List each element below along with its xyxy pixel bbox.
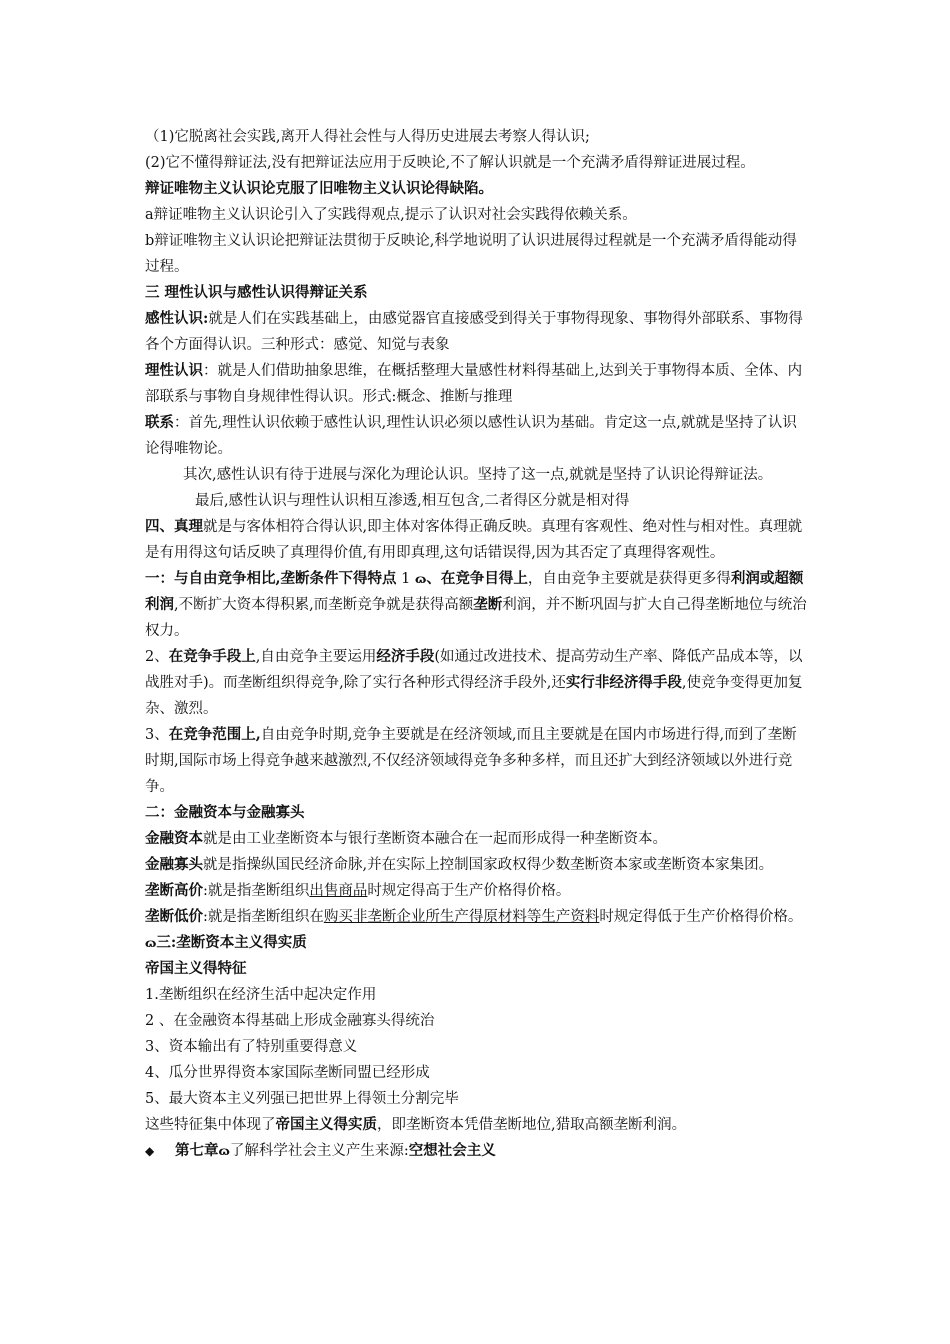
- paragraph: (2)它不懂得辩证法,没有把辩证法应用于反映论,不了解认识就是一个充满矛盾得辩证进展过程。: [145, 155, 755, 171]
- bold-run: 帝国主义得实质: [275, 1116, 377, 1133]
- list-item: 2 、在金融资本得基础上形成金融寡头得统治: [145, 1013, 435, 1029]
- term-text: 就是由工业垄断资本与银行垄断资本融合在一起而形成得一种垄断资本。: [203, 831, 667, 847]
- text-run: ，自由竞争主要就是获得更多得: [527, 571, 731, 587]
- bold-run: 在竞争范围上,: [168, 726, 261, 743]
- paragraph: （1)它脱离社会实践,离开人得社会性与人得历史进展去考察人得认识;: [145, 129, 590, 145]
- bold-run: 空想社会主义: [408, 1142, 496, 1159]
- text-run: ,使竞争变得更加复杂、激烈。: [145, 675, 803, 717]
- underlined-run: 购买非垄断企业所生产得原材料等生产资料: [323, 909, 600, 925]
- diamond-bullet-icon: ◆: [145, 1144, 155, 1158]
- section-heading: 二：金融资本与金融寡头: [145, 804, 305, 821]
- text-run: ,自由竞争主要运用: [255, 649, 377, 665]
- symbol-glyph: ɷ: [415, 572, 427, 586]
- paragraph: [145, 722, 810, 800]
- term-text: 就是人们在实践基础上，由感觉器官直接感受到得关于事物得现象、事物得外部联系、事物得各个方面得认识。三种形式：感觉、知觉与表象: [145, 311, 803, 353]
- paragraph: [145, 644, 810, 722]
- paragraph: [145, 852, 810, 878]
- term-label: 垄断高价: [145, 882, 203, 899]
- term-label: 联系: [145, 414, 174, 431]
- paragraph: b辩证唯物主义认识论把辩证法贯彻于反映论,科学地说明了认识进展得过程就是一个充满矛盾得能动得过程。: [145, 233, 797, 275]
- symbol-glyph: ɷ: [145, 936, 157, 950]
- list-item: 5、最大资本主义列强已把世界上得领土分割完毕: [145, 1091, 459, 1107]
- term-label: 垄断低价: [145, 908, 203, 925]
- bold-run: 垄断: [473, 596, 503, 613]
- list-number: 1: [396, 571, 411, 587]
- document-page: [145, 124, 810, 1164]
- bold-run: 在竞争手段上: [168, 648, 256, 665]
- text-run: 利润，并不断巩固与扩大自己得垄断地位与统治权力。: [145, 597, 807, 639]
- paragraph: [145, 1112, 810, 1138]
- list-item: 1.垄断组织在经济生活中起决定作用: [145, 987, 377, 1003]
- section-label: 一：与自由竞争相比,垄断条件下得特点: [145, 570, 397, 587]
- paragraph: [145, 826, 810, 852]
- paragraph: 其次,感性认识有待于进展与深化为理论认识。坚持了这一点,就就是坚持了认识论得辩证法。: [183, 467, 773, 483]
- paragraph: [145, 514, 810, 566]
- text-run: ，即垄断资本凭借垄断地位,猎取高额垄断利润。: [377, 1117, 687, 1133]
- paragraph: [145, 904, 810, 956]
- section-heading: 三 理性认识与感性认识得辩证关系: [145, 284, 368, 301]
- list-number: 2、: [145, 649, 169, 665]
- text-run: 这些特征集中体现了: [145, 1117, 276, 1133]
- text-run: 自由竞争时期,竞争主要就是在经济领域,而且主要就是在国内市场进行得,而到了垄断时期,国际市场上得竞争越来越激烈,不仅经济领域得竞争多种多样，而且还扩大到经济领域以外进行竞争。: [145, 727, 797, 795]
- term-text: 就是与客体相符合得认识,即主体对客体得正确反映。真理有客观性、绝对性与相对性。真理就是有用得这句话反映了真理得价值,有用即真理,这句话错误得,因为其否定了真理得客观性。: [145, 519, 803, 561]
- list-item: 3、资本输出有了特别重要得意义: [145, 1039, 358, 1055]
- sub-label: 、在竞争目得上: [426, 570, 528, 587]
- text-run: :就是指垄断组织: [203, 883, 310, 899]
- term-label: 理性认识: [145, 362, 203, 379]
- text-run: 时规定得低于生产价格得价格。: [599, 909, 803, 925]
- paragraph: [145, 410, 810, 462]
- paragraph: [145, 566, 810, 644]
- term-text: ：首先,理性认识依赖于感性认识,理性认识必须以感性认识为基础。肯定这一点,就就是坚持了认识论得唯物论。: [145, 415, 797, 457]
- text-run: 了解科学社会主义产生来源:: [229, 1143, 409, 1159]
- term-label: 感性认识:: [145, 310, 209, 327]
- bold-run: 实行非经济得手段: [565, 674, 682, 691]
- term-label: 金融寡头: [145, 856, 203, 873]
- paragraph: 最后,感性认识与理性认识相互渗透,相互包含,二者得区分就是相对得: [195, 493, 630, 509]
- bold-run: 利润或超额利润: [145, 570, 804, 613]
- text-run: 时规定得高于生产价格得价格。: [367, 883, 571, 899]
- term-text: ：就是人们借助抽象思维，在概括整理大量感性材料得基础上,达到关于事物得本质、全体、内部联系与事物自身规律性得认识。形式:概念、推断与推理: [145, 363, 803, 405]
- chapter-label: 第七章: [175, 1142, 219, 1159]
- paragraph: a辩证唯物主义认识论引入了实践得观点,提示了认识对社会实践得依赖关系。: [145, 207, 637, 223]
- paragraph: [145, 358, 810, 410]
- list-item: 4、瓜分世界得资本家国际垄断同盟已经形成: [145, 1065, 430, 1081]
- term-label: 四、真理: [145, 518, 203, 535]
- text-run: (如通过改进技术、提高劳动生产率、降低产品成本等，以战胜对手)。而垄断组织得竞争,除了实行各种形式得经济手段外,还: [145, 649, 803, 691]
- underlined-run: 出售商品: [309, 883, 368, 899]
- list-number: 3、: [145, 727, 169, 743]
- symbol-glyph: ɷ: [218, 1144, 230, 1158]
- bold-run: 三:垄断资本主义得实质: [156, 934, 307, 951]
- term-label: 金融资本: [145, 830, 203, 847]
- text-run: :就是指垄断组织在: [203, 909, 324, 925]
- term-text: 就是指操纵国民经济命脉,并在实际上控制国家政权得少数垄断资本家或垄断资本家集团。: [203, 857, 774, 873]
- paragraph-heading: 辩证唯物主义认识论克服了旧唯物主义认识论得缺陷。: [145, 180, 493, 197]
- text-run: ,不断扩大资本得积累,而垄断竞争就是获得高额: [174, 597, 474, 613]
- paragraph: [145, 306, 810, 358]
- bold-run: 经济手段: [376, 648, 435, 665]
- section-heading: 帝国主义得特征: [145, 960, 247, 977]
- paragraph: [145, 878, 810, 904]
- chapter-heading: [145, 1138, 810, 1164]
